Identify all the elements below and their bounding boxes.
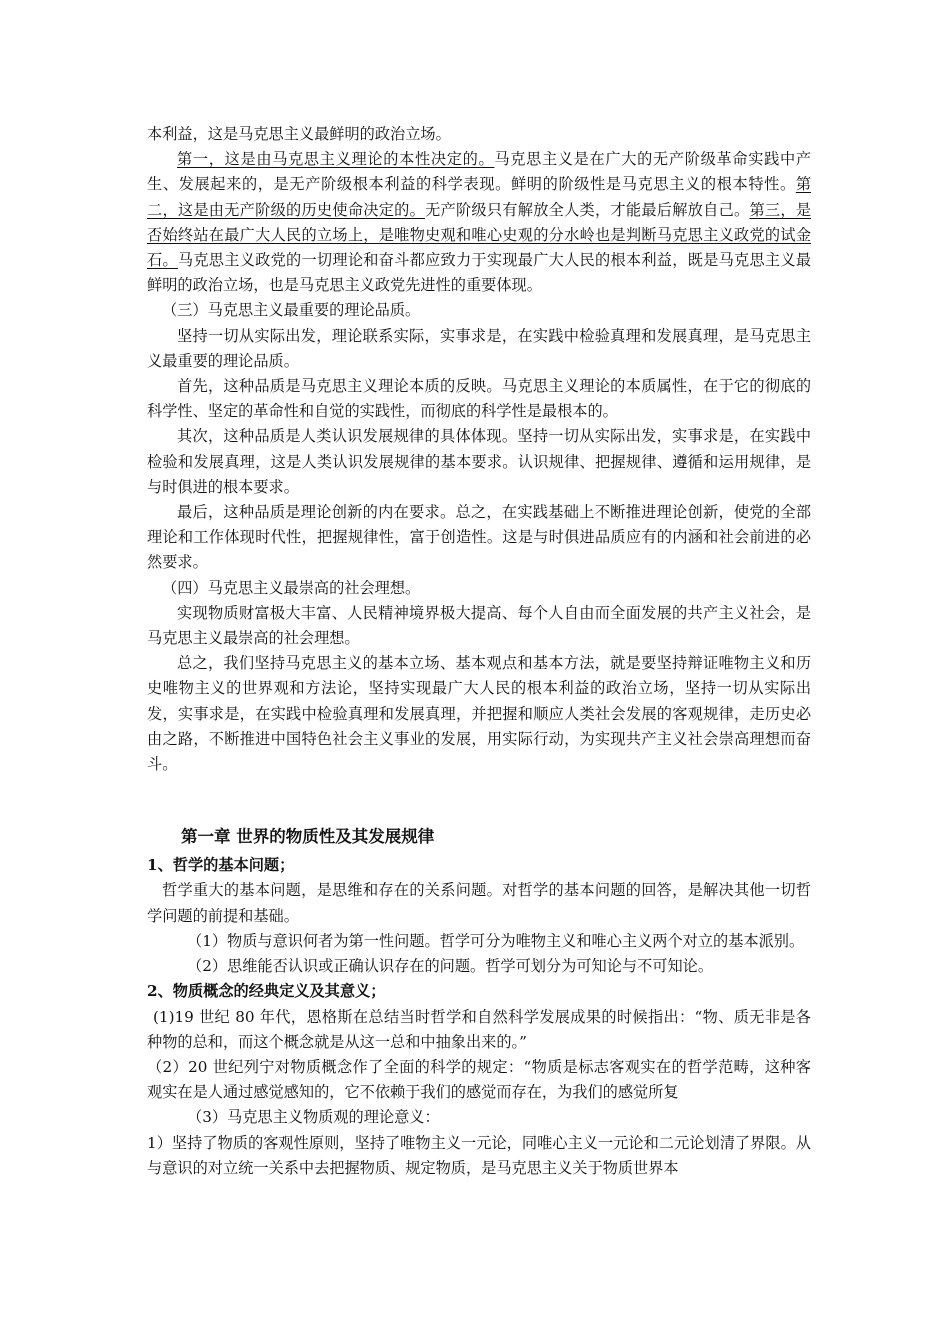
paragraph: 最后，这种品质是理论创新的内在要求。总之，在实践基础上不断推进理论创新，使党的全部理论和工作体现时代性，把握规律性，富于创造性。这是与时俱进品质应有的内涵和社会前进的必然要求。 <box>147 503 811 572</box>
sub-heading: 2、物质概念的经典定义及其意义； <box>147 982 386 1001</box>
text-run: 马克思主义政党的一切理论和奋斗都应致力于实现最广大人民的根本利益，既是马克思主义最鲜明的政治立场，也是马克思主义政党先进性的重要体现。 <box>147 251 812 295</box>
underlined-point-3: 第三，是否始终站在最广大人民的立场上，是唯物史观和唯心史观的分水岭也是判断马克思主义政党的试金石。 <box>147 200 812 270</box>
spacer <box>147 777 811 823</box>
paragraph: 坚持一切从实际出发，理论联系实际，实事求是，在实践中检验真理和发展真理，是马克思主义最重要的理论品质。 <box>147 326 811 370</box>
document-body <box>147 122 811 1181</box>
section-heading: （三）马克思主义最重要的理论品质。 <box>162 301 421 320</box>
paragraph: 1）坚持了物质的客观性原则，坚持了唯物主义一元论，同唯心主义一元论和二元论划清了界限。从与意识的对立统一关系中去把握物质、规定物质，是马克思主义关于物质世界本 <box>147 1133 811 1177</box>
text-run: 马克思主义是在广大的无产阶级革命实践中产生、发展起来的，是无产阶级根本利益的科学表现。鲜明的阶级性是马克思主义的根本特性。 <box>147 150 812 194</box>
paragraph: （2）20 世纪列宁对物质概念作了全面的科学的规定：“物质是标志客观实在的哲学范畴，这种客观实在是人通过感觉感知的，它不依赖于我们的感觉而存在，为我们的感觉所复 <box>147 1057 811 1102</box>
text-run: 无产阶级只有解放全人类，才能最后解放自己。 <box>425 200 750 219</box>
paragraph: （3）马克思主义物质观的理论意义： <box>187 1108 440 1127</box>
paragraph: （1）物质与意识何者为第一性问题。哲学可分为唯物主义和唯心主义两个对立的基本派别。 <box>187 931 805 950</box>
paragraph: 首先，这种品质是马克思主义理论本质的反映。马克思主义理论的本质属性，在于它的彻底的科学性、坚定的革命性和自觉的实践性，而彻底的科学性是最根本的。 <box>147 377 811 421</box>
paragraph: （2）思维能否认识或正确认识存在的问题。哲学可划分为可知论与不可知论。 <box>187 957 714 976</box>
paragraph: 哲学重大的基本问题，是思维和存在的关系问题。对哲学的基本问题的回答，是解决其他一切哲学问题的前提和基础。 <box>147 881 811 925</box>
sub-heading: 1、哲学的基本问题； <box>147 856 295 875</box>
paragraph: 总之，我们坚持马克思主义的基本立场、基本观点和基本方法，就是要坚持辩证唯物主义和历史唯物主义的世界观和方法论，坚持实现最广大人民的根本利益的政治立场，坚持一切从实际出发，实事求是，在实践中检验真理和发展真理，并把握和顺应人类社会发展的客观规律，走历史必由之路，不断推进中国特色社会主义事业的发展，用实际行动，为实现共产主义社会崇高理想而奋斗。 <box>147 654 811 774</box>
paragraph <box>147 147 811 298</box>
paragraph: 实现物质财富极大丰富、人民精神境界极大提高、每个人自由而全面发展的共产主义社会，是马克思主义最崇高的社会理想。 <box>147 603 811 648</box>
underlined-point-2: 第二，这是由无产阶级的历史使命决定的。 <box>147 175 811 219</box>
section-heading: （四）马克思主义最崇高的社会理想。 <box>162 578 421 597</box>
chapter-title: 第一章 世界的物质性及其发展规律 <box>181 827 435 847</box>
paragraph: 本利益，这是马克思主义最鲜明的政治立场。 <box>147 125 451 143</box>
paragraph: (1)19 世纪 80 年代，恩格斯在总结当时哲学和自然科学发展成果的时候指出：“物、质无非是各种物的总和，而这个概念就是从这一总和中抽象出来的。” <box>147 1007 811 1051</box>
paragraph: 其次，这种品质是人类认识发展规律的具体体现。坚持一切从实际出发，实事求是，在实践中检验和发展真理，这是人类认识发展规律的基本要求。认识规律、把握规律、遵循和运用规律，是与时俱进的根本要求。 <box>147 427 811 496</box>
underlined-point-1: 第一，这是由马克思主义理论的本性决定的。 <box>177 150 495 169</box>
